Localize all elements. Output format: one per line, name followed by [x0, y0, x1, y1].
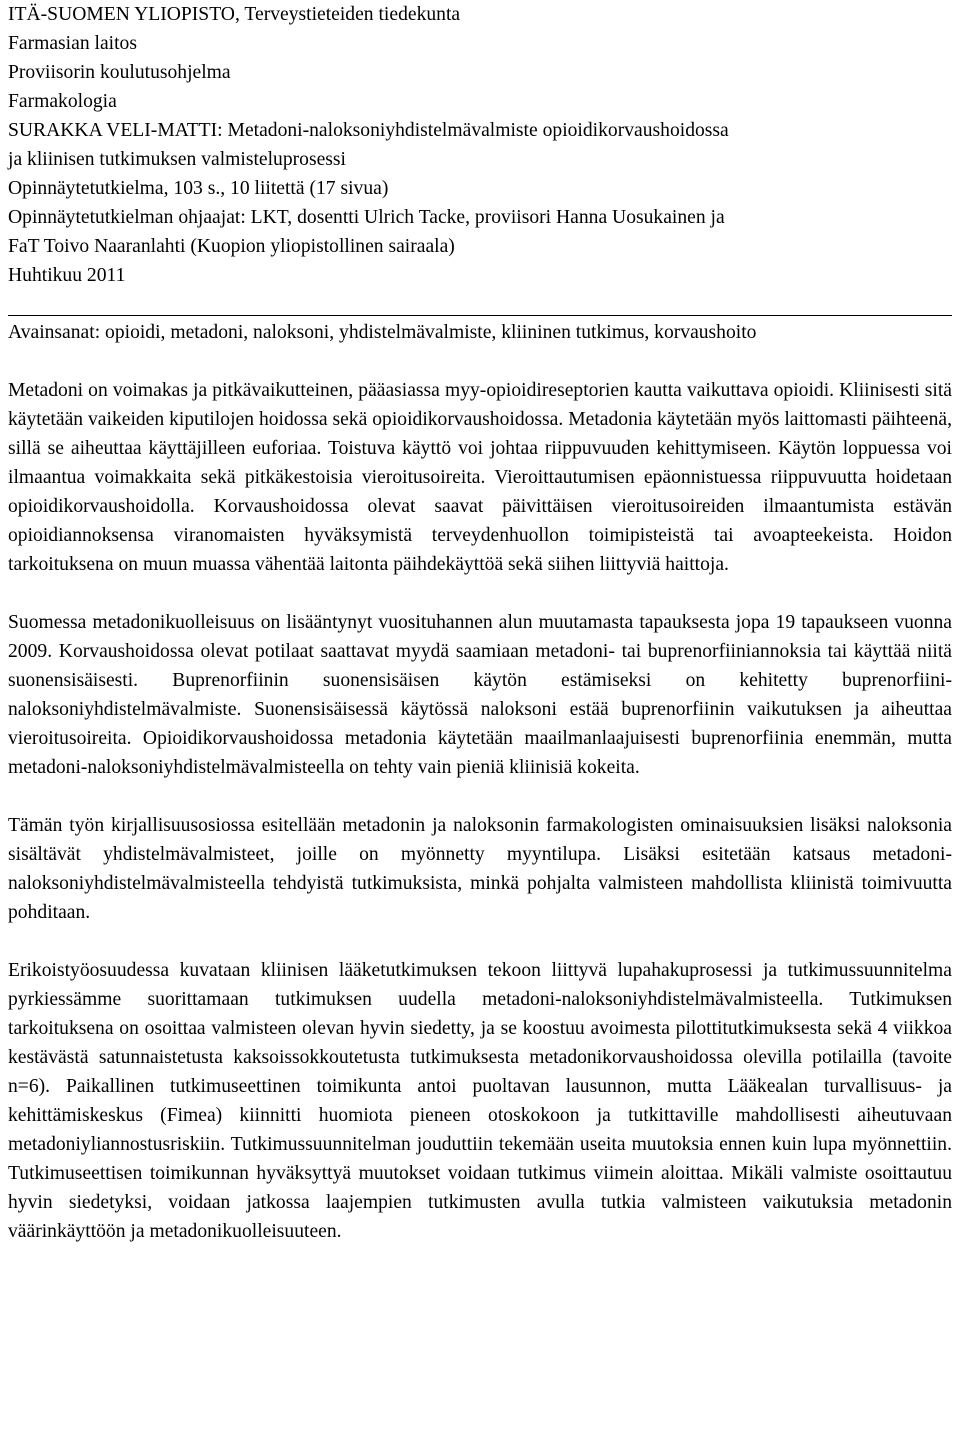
abstract-paragraph-2: Suomessa metadonikuolleisuus on lisääntynyt vuosituhannen alun muutamasta tapauksesta jopa 19 tapaukseen vuonna 2009. Korvaushoidossa olevat potilaat saattavat myydä saamiaan metadoni- tai buprenorfiiniannoksia tai käyttää niitä suonensisäisesti. Buprenorfiinin suonensisäisen käytön estämiseksi on kehitetty buprenorfiini-naloksoniyhdistelmävalmiste. Suonensisäisessä käytössä naloksoni estää buprenorfiinin vaikutuksen ja aiheuttaa vieroitusoireita. Opioidikorvaushoidossa metadonia käytetään maailmanlaajuisesti buprenorfiinia enemmän, mutta metadoni-naloksoniyhdistelmävalmisteella on tehty vain pieniä kliinisiä kokeita.	[8, 612, 952, 778]
title-continued: ja kliinisen tutkimuksen valmisteluprosessi	[8, 149, 346, 170]
abstract-paragraph-4: Erikoistyöosuudessa kuvataan kliinisen lääketutkimuksen tekoon liittyvä lupahakuprosessi ja tutkimussuunnitelma pyrkiessämme suorittamaan tutkimuksen uudella metadoni-naloksoniyhdistelmävalmisteella. Tutkimuksen tarkoituksena on osoittaa valmisteen olevan hyvin siedetty, ja se koostuu avoimesta pilottitutkimuksesta sekä 4 viikkoa kestävästä satunnaistetusta kaksoissokkoutetusta tutkimuksesta metadonikorvaushoidossa olevilla potilailla (tavoite n=6). Paikallinen tutkimuseettinen toimikunta antoi puoltavan lausunnon, mutta Lääkealan turvallisuus- ja kehittämiskeskus (Fimea) kiinnitti huomiota pieneen otoskokoon ja tutkittaville mahdollisesti aiheutuvaan metadoniyliannostusriskiin. Tutkimussuunnitelman jouduttiin tekemään useita muutoksia ennen kuin lupa myönnettiin. Tutkimuseettisen toimikunnan hyväksyttyä muutokset voidaan tutkimus viimein aloittaa. Mikäli valmiste osoittautuu hyvin siedetyksi, voidaan jatkossa laajempien tutkimusten avulla tutkia valmisteen vaikutuksia metadonin väärinkäyttöön ja metadonikuolleisuuteen.	[8, 960, 952, 1242]
date: Huhtikuu 2011	[8, 265, 126, 286]
department: Farmasian laitos	[8, 33, 137, 54]
keywords: Avainsanat: opioidi, metadoni, naloksoni, yhdistelmävalmiste, kliininen tutkimus, korvaushoito	[8, 322, 757, 343]
abstract-paragraph-1: Metadoni on voimakas ja pitkävaikutteinen, pääasiassa myy-opioidireseptorien kautta vaikuttava opioidi. Kliinisesti sitä käytetään vaikeiden kiputilojen hoidossa sekä opioidikorvaushoidossa. Metadonia käytetään myös laittomasti päihteenä, sillä se aiheuttaa käyttäjilleen euforiaa. Toistuva käyttö voi johtaa riippuvuuden kehittymiseen. Käytön loppuessa voi ilmaantua voimakkaita sekä pitkäkestoisia vieroitusoireita. Vieroittautumisen epäonnistuessa riippuvuutta hoidetaan opioidikorvaushoidolla. Korvaushoidossa olevat saavat päivittäisen vieroitusoireiden ilmaantumista estävän opioidiannoksensa viranomaisten hyväksymistä terveydenhuollon toimipisteistä tai avoapteekeista. Hoidon tarkoituksena on muun muassa vähentää laitonta päihdekäyttöä sekä siihen liittyviä haittoja.	[8, 380, 952, 575]
degree-programme: Proviisorin koulutusohjelma	[8, 62, 231, 83]
university-faculty: ITÄ-SUOMEN YLIOPISTO, Terveystieteiden tiedekunta	[8, 4, 461, 25]
spacer	[8, 927, 952, 956]
spacer	[8, 579, 952, 608]
supervisors: Opinnäytetutkielman ohjaajat: LKT, dosentti Ulrich Tacke, proviisori Hanna Uosukainen ja	[8, 207, 725, 228]
subject: Farmakologia	[8, 91, 117, 112]
supervisors-continued: FaT Toivo Naaranlahti (Kuopion yliopistollinen sairaala)	[8, 236, 455, 257]
abstract-paragraph-3: Tämän työn kirjallisuusosiossa esitellään metadonin ja naloksonin farmakologisten ominaisuuksien lisäksi naloksonia sisältävät yhdistelmävalmisteet, joille on myönnetty myyntilupa. Lisäksi esitetään katsaus metadoni-naloksoniyhdistelmävalmisteella tehdyistä tutkimuksista, minkä pohjalta valmisteen mahdollista kliinistä toimivuutta pohditaan.	[8, 815, 952, 923]
thesis-header	[8, 0, 952, 290]
thesis-extent: Opinnäytetutkielma, 103 s., 10 liitettä (17 sivua)	[8, 178, 389, 199]
author-title: SURAKKA VELI-MATTI: Metadoni-naloksoniyhdistelmävalmiste opioidikorvaushoidossa	[8, 120, 729, 141]
spacer	[8, 347, 952, 376]
divider-line	[8, 315, 952, 316]
spacer	[8, 782, 952, 811]
